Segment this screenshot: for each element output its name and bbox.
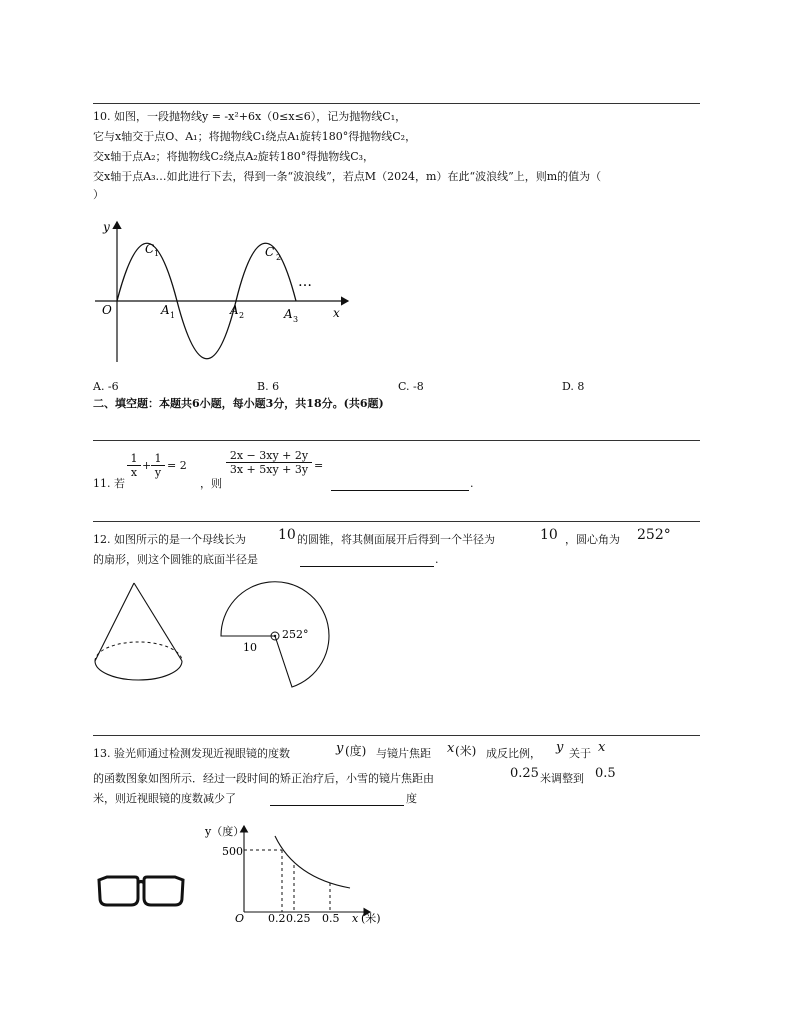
wave-graph [90,210,360,370]
q11-frac1-den: x [130,466,138,479]
a3-sub: 3 [293,315,299,324]
option-c[interactable]: C. -8 [398,380,424,393]
q13-line1-a: 13. 验光师通过检测发现近视眼镜的度数 [93,747,290,760]
cone-figure [90,578,190,690]
q11-eq2: = [314,459,324,472]
q11-big-num: 2x − 3xy + 2y [226,449,312,463]
q13-y-sym: y [336,741,344,756]
a1-sub: 1 [170,311,176,320]
q10-line3: 交x轴于点A₂；将抛物线C₂绕点A₂旋转180°得抛物线C₃， [93,150,375,163]
q11-big-frac [226,449,312,476]
q13-line1-c: 成反比例， [486,747,541,760]
q12-line1-a: 12. 如图所示的是一个母线长为 [93,533,246,546]
q12-line2-a: 的扇形，则这个圆锥的底面半径是 [93,553,258,566]
q11-eq: = 2 [167,459,187,472]
q13-x-sym: x [447,741,455,756]
divider [93,103,700,104]
q11-plus: + [142,459,152,472]
q13-x-sym2: x [598,740,606,755]
sector-figure [218,580,338,692]
a2-sub: 2 [239,311,245,320]
section-heading: 二、填空题：本题共6小题，每小题3分，共18分。(共6题) [93,397,384,410]
q10-line2: 它与x轴交于点O、A₁；将抛物线C₁绕点A₁旋转180°得抛物线C₂， [93,130,417,143]
x-axis-unit: (米) [361,912,381,925]
q11-frac1 [127,452,141,479]
sector-outline [221,582,329,687]
divider [93,735,700,736]
q13-line2-a: 的函数图象如图所示．经过一段时间的矫正治疗后，小雪的镜片焦距由 [93,772,434,785]
x-tick-0.2: 0.2 [268,912,286,925]
ellipsis: … [298,274,312,290]
q12-line1-c: ，圆心角为 [565,533,620,546]
q12-val-10: 10 [278,527,296,543]
y-tick-500: 500 [222,845,243,858]
a3-label: A [284,307,293,321]
q13-line1-b: 与镜片焦距 [376,747,431,760]
q11-end: . [470,477,474,490]
x-axis-label: x [333,306,340,320]
y-axis-label: y [103,220,110,234]
x-tick-0.5: 0.5 [322,912,340,925]
c2-label: C [265,245,275,259]
q10-line1: 10. 如图，一段抛物线y = -x²+6x（0≤x≤6），记为抛物线C₁， [93,110,407,123]
a1-label: A [161,303,170,317]
c2-sub: 2 [276,253,282,262]
inverse-graph [200,818,400,928]
cone-base-front [95,661,182,680]
option-b[interactable]: B. 6 [257,380,280,393]
q13-line2-b: 米调整到 [540,772,584,785]
q11-prefix: 11. 若 [93,477,125,490]
divider [93,440,700,441]
cone-base-back [95,642,182,661]
a2-label: A [230,303,239,317]
q11-frac1-num: 1 [127,452,141,466]
q13-meter-paren: (米) [455,744,477,758]
q11-then: ，则 [200,477,222,490]
q12-angle: 252° [637,527,671,543]
q11-big-den: 3x + 5xy + 3y [229,463,309,476]
q13-val-05: 0.5 [595,766,616,781]
glasses-icon [95,870,187,910]
q13-answer-blank[interactable] [270,805,404,806]
origin-label: O [235,912,245,925]
q11-frac2-num: 1 [151,452,165,466]
option-a[interactable]: A. -6 [93,380,119,393]
q13-line3-a: 米，则近视眼镜的度数减少了 [93,792,236,805]
sector-center-dot [274,635,276,637]
q10-line5: ） [93,188,104,201]
c1-label: C [145,242,155,256]
q12-line1-b: 的圆锥，将其侧面展开后得到一个半径为 [297,533,495,546]
sector-radius-label: 10 [243,641,257,654]
q13-val-025: 0.25 [510,766,539,781]
divider [93,521,700,522]
inverse-curve [275,836,350,888]
q11-frac2 [151,452,165,479]
q11-frac2-den: y [154,466,162,479]
y-axis-label: y（度） [205,825,245,838]
x-tick-0.25: 0.25 [286,912,311,925]
q10-line4: 交x轴于点A₃…如此进行下去，得到一条“波浪线”，若点M（2024，m）在此“波浪线”上，则m的值为（ [93,170,602,183]
x-axis-label: x [352,912,359,925]
origin-label: O [102,303,112,317]
q13-deg-paren: (度) [345,744,367,758]
q12-line2-end: . [435,553,439,566]
q13-line3-b: 度 [406,792,417,805]
q12-answer-blank[interactable] [300,566,434,567]
q12-val-10b: 10 [540,527,558,543]
cone-right-edge [134,583,182,661]
q13-line1-d: 关于 [569,747,591,760]
q13-y-sym2: y [556,740,564,755]
option-d[interactable]: D. 8 [562,380,585,393]
cone-left-edge [95,583,134,661]
q11-answer-blank[interactable] [331,490,469,491]
c1-sub: 1 [154,249,160,258]
sector-angle-label: 252° [282,628,309,641]
